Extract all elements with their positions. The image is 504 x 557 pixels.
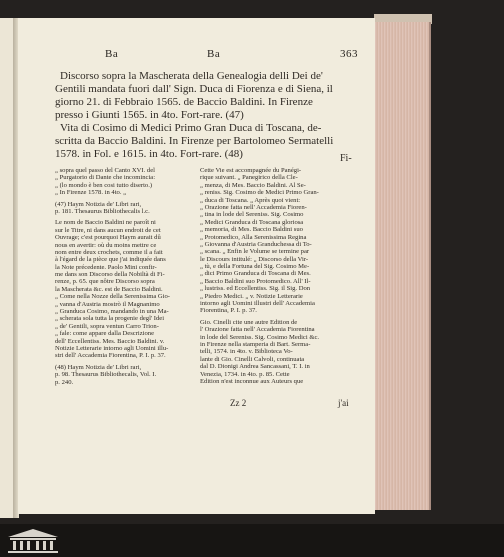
text-line: Notizie Letterarie intorno agli Uomini illu- [55, 344, 169, 352]
text-line: (47) Haym Notizia de' Libri rari, [55, 200, 142, 208]
text-line: „ Protomedico, Alla Serenissima Regina [200, 233, 307, 241]
text-line: Venezia, 1734. in 4to. p. 85. Cette [200, 370, 290, 378]
viewer-footer [0, 524, 504, 557]
text-line: telli, 1574. in 4to. v. Biblioteca Vo- [200, 348, 293, 356]
text-line: „ reniss. Sig. Cosimo de Medici Primo Gran- [200, 189, 319, 197]
text-line: Gio. Cinelli cite une autre Edition de [200, 318, 298, 326]
title-line: scritta da Baccio Baldini. In Firenze per Bartolomeo Sermatelli [55, 135, 334, 147]
text-line: „ scana. „ Enfin le Volume se termine par [200, 248, 310, 256]
text-line: Ouvrage; c'est pourquoi Haym aurait dû [55, 234, 161, 242]
page-stack-edges [375, 22, 431, 510]
text-line: dell' Eccellentiss. Mes. Baccio Baldini. v. [55, 337, 165, 345]
text-line: dal D. Dionigi Andrea Sancassani, T. I. in [200, 363, 310, 371]
text-line: Fiorentina, P. I. p. 37. [200, 307, 257, 315]
text-line: „ In Firenze 1578. in 4to. „ [55, 189, 127, 197]
text-line: „ duca di Toscana. „ Après quoi vient: [200, 196, 301, 204]
text-line: „ tina in lode del Sereniss. Sig. Cosimo [200, 211, 304, 219]
text-line: „ lustriss. ed Eccellentiss. Sig. il Sig. Don [200, 285, 311, 293]
text-line: „ scherata sola tutta la progenie degl' Idei [55, 315, 165, 323]
text-line: Cette Vie est accompagnée du Panégi- [200, 167, 302, 174]
text-line: p. 240. [55, 378, 74, 386]
text-line: „ Orazione fatta nell' Accademia Fioren- [200, 203, 307, 211]
left-column [55, 167, 170, 386]
text-line: „ dici Primo Granduca di Toscana di Mes. [200, 270, 311, 278]
text-line: „ tù, e della Fortuna del Sig. Cosimo Me- [200, 263, 310, 271]
page-number: 363 [340, 48, 358, 60]
text-line: „ Baccio Baldini suo Protomedico. All' Il- [200, 277, 311, 285]
catchword-top: Fi- [340, 153, 352, 164]
right-column [200, 167, 319, 385]
text-line: „ Giovanna d'Austria Granduchessa di To- [200, 240, 312, 248]
running-head-left: Ba [105, 48, 119, 60]
text-line: (48) Haym Notizia de' Libri rari, [55, 363, 142, 371]
catchword-bottom: j'ai [338, 398, 349, 408]
title-line: 1578. in Fol. e 1615. in 4to. Fort-rare. (48) [55, 148, 243, 160]
title-line: Vita di Cosimo di Medici Primo Gran Duca di Toscana, de- [60, 122, 322, 134]
text-line: la Mascherata &c. est de Baccio Baldini. [55, 285, 163, 293]
text-line: renze, p. 65. que nôtre Discorso sopra [55, 278, 155, 286]
text-line: sur le Titre, ni dans aucun endroit de cet [55, 226, 161, 234]
text-line: la Note précedente. Paolo Mini confir- [55, 263, 157, 271]
text-line: nous en avertir: où du moins mettre ce [55, 241, 157, 249]
title-line: Discorso sopra la Mascherata della Genealogia delli Dei de' [60, 70, 323, 82]
text-line: Edition n'est inconnue aux Auteurs que [200, 377, 304, 385]
text-line: „ Come nella Nozze della Serenissima Gio- [55, 293, 170, 301]
text-line: intorno agli Uomini illustri dell' Accademia [200, 300, 315, 308]
running-head-center: Ba [207, 48, 221, 60]
text-line: p. 181. Thesaurus Bibliothecalis l.c. [55, 207, 150, 215]
signature-mark: Zz 2 [230, 398, 247, 408]
text-line: p. 98. Thesaurus Bibliothecalis, Vol. I. [55, 371, 157, 379]
text-line: in Firenze nella stamperia di Bart. Serma- [200, 340, 311, 348]
text-line: in lode del Sereniss. Sig. Cosimo Medici &c. [200, 333, 320, 341]
text-line: „ memoria, di Mes. Baccio Baldini suo [200, 226, 303, 234]
title-line: presso i Giunti 1565. in 4to. Fort-rare. (47) [55, 109, 244, 121]
title-line: Gentili mandata fuori dall' Sign. Duca di Fiorenza e di Siena, il [55, 83, 333, 95]
text-line: „ vanna d'Austria mostrò il Magnanimo [55, 300, 160, 308]
text-line: rique suivant. „ Panegirico della Cle- [200, 174, 298, 182]
text-line: „ de' Gentili, sopra ventun Carro Trion- [55, 322, 159, 330]
text-line: Le nom de Baccio Baldini ne paroît ni [55, 219, 156, 227]
text-line: lante di Gio. Cinelli Calvoli, continuata [200, 355, 305, 363]
text-line: „ menza, di Mes. Baccio Baldini. Al Se- [200, 181, 306, 189]
text-line: le Discours intitulé: „ Discorso della Vir- [200, 255, 309, 263]
text-line: à l'égard de la pièce que j'ai indiquée dans [55, 256, 166, 264]
facing-page-edge [0, 18, 14, 518]
text-line: „ sopra quel passo del Canto XVI. del [55, 167, 155, 174]
text-line: „ Piedro Medici. „ v. Notizie Letterarie [200, 292, 303, 300]
text-line: nom entre deux crochets, comme il a fait [55, 248, 163, 256]
text-line: me dans son Discorso della Nobiltà di Fi- [55, 271, 165, 279]
text-line: „ Medici Granduca di Toscana gloriosa [200, 218, 304, 226]
text-line: „ Granduca Cosimo, mandando in una Ma- [55, 308, 169, 316]
text-line: stri dell' Accademia Fiorentina, P. I. p. 37. [55, 352, 166, 360]
text-line: l' Orazione fatta nell' Accademia Fiorentina [200, 326, 315, 334]
text-line: „ (lo mondo è ben cosi tutto diserto.) [55, 181, 153, 189]
title-line: giorno 21. di Febbraio 1565. de Baccio Baldini. In Firenze [55, 96, 313, 108]
text-line: „ Purgatorio di Dante che incomincia: [55, 174, 156, 182]
library-building-icon [6, 528, 60, 554]
text-line: „ fale: come appare dalla Descrizione [55, 330, 155, 338]
